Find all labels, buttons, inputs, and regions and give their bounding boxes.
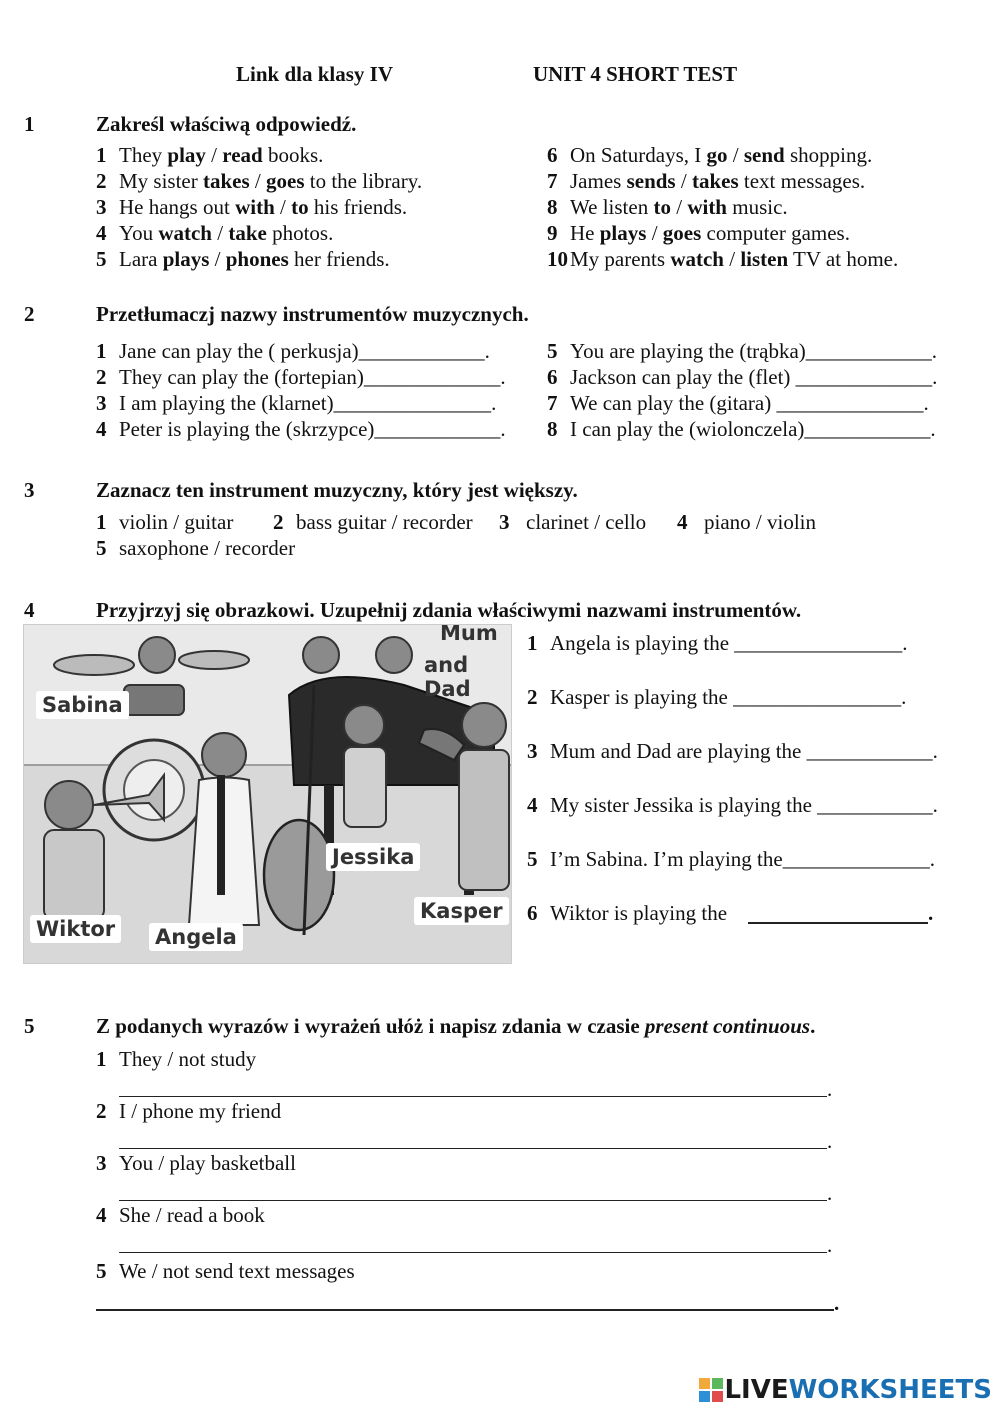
ex3-title: Zaznacz ten instrument muzyczny, który jest większy. [96,478,578,502]
list-item: 7 James sends / takes text messages. [547,169,866,193]
label-and-dad: and Dad [424,653,471,701]
choice-option[interactable]: to [653,195,671,219]
choice-option[interactable]: phones [225,247,289,271]
ex5-prompt: 2 I / phone my friend [96,1099,282,1123]
ex1-left-list [96,142,422,272]
list-item: 1 They play / read books. [96,143,324,167]
answer-line[interactable] [96,1309,834,1311]
choice-option[interactable]: goes [266,169,305,193]
band-illustration [23,624,512,964]
period: . [827,1181,833,1205]
liveworksheets-icon [698,1377,724,1403]
choice-option[interactable]: send [743,143,785,167]
fill-in-sentence[interactable]: Jackson can play the (flet) _____________. [570,365,938,389]
ex5-title: Z podanych wyrazów i wyrażeń ułóż i napisz zdania w czasie present continuous. [96,1014,816,1038]
choice-option[interactable]: watch [158,221,212,245]
choice-option[interactable]: plays [599,221,647,245]
ex4-item[interactable]: 6 Wiktor is playing the [527,901,728,925]
answer-line[interactable] [119,1252,827,1253]
list-item: 8 We listen to / with music. [547,195,788,219]
ex1-title: Zakreśl właściwą odpowiedź. [96,112,357,136]
ex1-number: 1 [24,112,35,136]
ex5-prompt: 1 They / not study [96,1047,257,1071]
choice-option[interactable]: take [228,221,267,245]
label-sabina: Sabina [36,691,129,719]
logo-text-worksheets: WORKSHEETS [788,1375,992,1405]
answer-line[interactable] [748,922,928,924]
dad-figure [303,637,339,673]
list-item: 6 Jackson can play the (flet) _____________. [547,365,938,389]
choice-option[interactable]: sends [626,169,676,193]
ex3-item[interactable]: 4 piano / violin [677,510,816,534]
ex3-number: 3 [24,478,35,502]
ex2-title: Przetłumaczj nazwy instrumentów muzycznych. [96,302,529,326]
ex5-prompt: 5 We / not send text messages [96,1259,355,1283]
period: . [834,1291,840,1315]
choice-option[interactable]: plays [162,247,210,271]
liveworksheets-logo[interactable] [698,1375,992,1405]
jessika-figure [344,705,386,827]
list-item: 7 We can play the (gitara) ______________. [547,391,929,415]
choice-option[interactable]: watch [670,247,724,271]
ex3-item[interactable]: 3 clarinet / cello [499,510,647,534]
fill-in-sentence[interactable]: Peter is playing the (skrzypce)____________. [119,417,506,441]
ex3-item[interactable]: 2 bass guitar / recorder [273,510,473,534]
ex4-item[interactable]: 5 I’m Sabina. I’m playing the______________. [527,847,935,871]
period: . [928,901,934,925]
fill-in-sentence[interactable]: You are playing the (trąbka)____________. [570,339,938,363]
ex2-right-list [547,338,937,442]
clarinet-icon [217,775,225,895]
ex1-right-list [547,142,898,272]
choice-option[interactable]: play [167,143,206,167]
answer-line[interactable] [119,1096,827,1097]
ex4-title: Przyjrzyj się obrazkowi. Uzupełnij zdania właściwymi nazwami instrumentów. [96,598,802,622]
label-wiktor: Wiktor [30,915,121,943]
choice-option[interactable]: go [706,143,728,167]
period: . [827,1129,833,1153]
choice-option[interactable]: takes [691,169,739,193]
test-title: UNIT 4 SHORT TEST [533,62,738,86]
label-angela: Angela [149,923,243,951]
period: . [827,1077,833,1101]
choice-option[interactable]: with [687,195,727,219]
ex4-item[interactable]: 1 Angela is playing the ________________. [527,631,908,655]
list-item: 9 He plays / goes computer games. [547,221,850,245]
period: . [827,1233,833,1257]
ex4-number: 4 [24,598,35,622]
choice-option[interactable]: takes [203,169,250,193]
list-item: 5 You are playing the (trąbka)____________. [547,339,938,363]
list-item: 4 Peter is playing the (skrzypce)____________. [96,417,506,441]
ex4-item[interactable]: 2 Kasper is playing the ________________. [527,685,907,709]
list-item: 1 Jane can play the ( perkusja)____________. [96,339,490,363]
answer-line[interactable] [119,1200,827,1201]
logo-text-live: LIVE [724,1375,789,1405]
list-item: 4 You watch / take photos. [96,221,334,245]
fill-in-sentence[interactable]: They can play the (fortepian)_____________. [119,365,506,389]
label-kasper: Kasper [414,897,509,925]
list-item: 2 My sister takes / goes to the library. [96,169,423,193]
choice-option[interactable]: goes [662,221,702,245]
choice-option[interactable]: with [235,195,275,219]
list-item: 6 On Saturdays, I go / send shopping. [547,143,873,167]
choice-option[interactable]: to [291,195,309,219]
ex5-number: 5 [24,1014,35,1038]
ex4-item[interactable]: 3 Mum and Dad are playing the ____________. [527,739,938,763]
mum-figure [376,637,412,673]
label-jessika: Jessika [326,843,420,871]
ex2-left-list [96,338,506,442]
ex4-item[interactable]: 4 My sister Jessika is playing the ___________. [527,793,938,817]
list-item: 5 Lara plays / phones her friends. [96,247,390,271]
list-item: 2 They can play the (fortepian)_____________. [96,365,506,389]
list-item: 3 He hangs out with / to his friends. [96,195,408,219]
sabina-figure [139,637,175,673]
class-title: Link dla klasy IV [236,62,393,86]
fill-in-sentence[interactable]: I can play the (wiolonczela)____________. [570,417,936,441]
label-mum: Mum [440,624,498,645]
fill-in-sentence[interactable]: Jane can play the ( perkusja)____________. [119,339,490,363]
ex5-prompt: 3 You / play basketball [96,1151,296,1175]
list-item: 10My parents watch / listen TV at home. [547,247,899,271]
list-item: 8 I can play the (wiolonczela)____________. [547,417,936,441]
choice-option[interactable]: listen [740,247,789,271]
list-item: 3 I am playing the (klarnet)_______________. [96,391,497,415]
fill-in-sentence[interactable]: I am playing the (klarnet)_______________. [119,391,497,415]
choice-option[interactable]: read [222,143,263,167]
ex3-item[interactable]: 5 saxophone / recorder [96,536,296,560]
ex2-number: 2 [24,302,35,326]
fill-in-sentence[interactable]: We can play the (gitara) ______________. [570,391,929,415]
ex3-item[interactable]: 1 violin / guitar [96,510,234,534]
answer-line[interactable] [119,1148,827,1149]
ex5-prompt: 4 She / read a book [96,1203,265,1227]
